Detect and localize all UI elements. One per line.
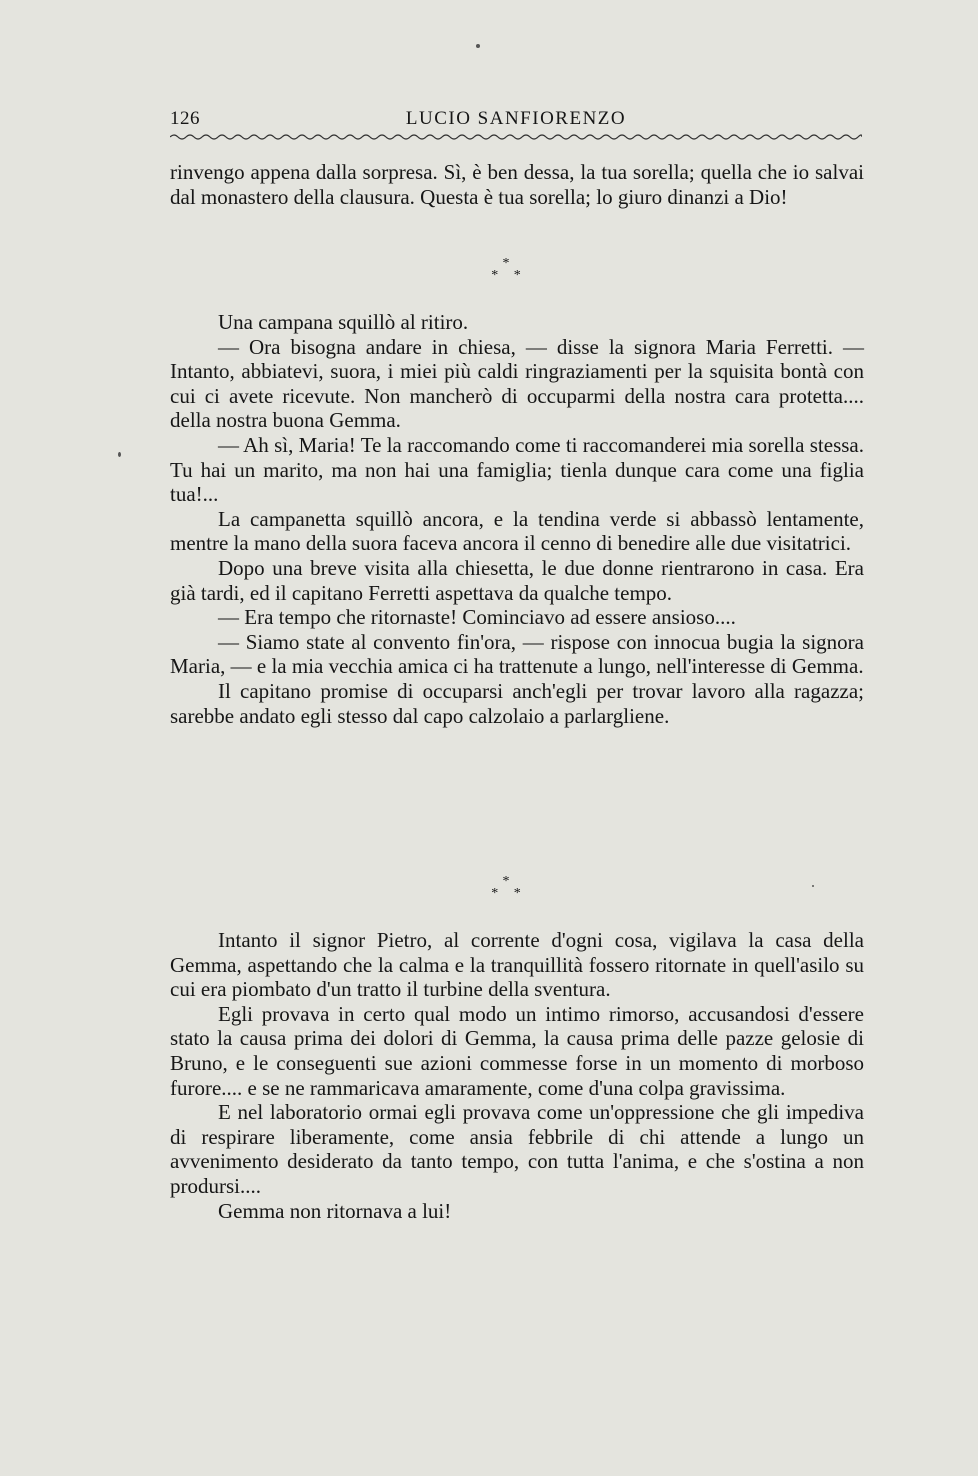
print-speck bbox=[812, 885, 814, 887]
running-title: LUCIO SANFIORENZO bbox=[405, 108, 627, 129]
asterism-top: * bbox=[502, 874, 510, 889]
paragraph: — Siamo state al convento fin'ora, — rispose con innocua bugia la signora Maria, — e la mia vecchia amica ci ha trattenute a lungo, nell'interesse di Gemma. bbox=[170, 629, 864, 679]
paragraph: — Ora bisogna andare in chiesa, — disse la signora Maria Ferretti. — Intanto, abbiatevi, suora, i miei più caldi ringraziamenti per la squisita bontà con cui ci avete ricevute. Non mancherò di occuparmi della nostra cara protetta.... della nostra buona Gemma. bbox=[170, 334, 864, 433]
section-break-asterism bbox=[484, 876, 528, 912]
asterism-bottom: * * bbox=[491, 268, 527, 283]
section-break-asterism bbox=[484, 258, 528, 294]
paragraph: rinvengo appena dalla sorpresa. Sì, è ben dessa, la tua sorella; quella che io salvai dal monastero della clausura. Questa è tua sorella; lo giuro dinanzi a Dio! bbox=[170, 160, 864, 209]
text-block-pietro bbox=[170, 928, 864, 1223]
asterism-bottom: * * bbox=[491, 886, 527, 901]
paragraph: Gemma non ritornava a lui! bbox=[218, 1198, 452, 1223]
paragraph: Intanto il signor Pietro, al corrente d'ogni cosa, vigilava la casa della Gemma, aspettando che la calma e la tranquillità fossero ritornate in quell'asilo su cui era piombato d'un tratto il turbine della sventura. bbox=[170, 928, 864, 1002]
page-number: 126 bbox=[170, 108, 200, 129]
paragraph: Una campana squillò al ritiro. bbox=[218, 310, 469, 334]
paragraph: — Ah sì, Maria! Te la raccomando come ti raccomanderei mia sorella stessa. Tu hai un marito, ma non hai una famiglia; tienla dunque cara come una figlia tua!... bbox=[170, 432, 864, 507]
paragraph: E nel laboratorio ormai egli provava come un'oppressione che gli impediva di respirare liberamente, come ansia febbrile di chi attende a lungo un avvenimento desiderato da tanto tempo, con tutta l'anima, e che s'ostina a non prodursi.... bbox=[170, 1100, 864, 1198]
paragraph: La campanetta squillò ancora, e la tendina verde si abbassò lentamente, mentre la mano della suora faceva ancora il cenno di benedire alle due visitatrici. bbox=[170, 506, 864, 556]
paragraph: Il capitano promise di occuparsi anch'egli per trovar lavoro alla ragazza; sarebbe andato egli stesso dal capo calzolaio a parlargliene. bbox=[170, 678, 864, 728]
print-speck bbox=[476, 44, 480, 48]
paragraph: Egli provava in certo qual modo un intimo rimorso, accusandosi d'essere stato la causa prima dei dolori di Gemma, la causa prima delle pazze gelosie di Bruno, e le conseguenti sue azioni commesse forse in un momento di morboso furore.... e se ne rammaricava amaramente, come d'una colpa gravissima. bbox=[170, 1001, 864, 1100]
header-wavy-rule bbox=[170, 133, 862, 141]
paragraph: — Era tempo che ritornaste! Cominciavo ad essere ansioso.... bbox=[218, 605, 736, 630]
text-block-opening bbox=[170, 160, 864, 209]
text-block-convent bbox=[170, 310, 864, 728]
asterism-top: * bbox=[502, 256, 510, 271]
paragraph: Dopo una breve visita alla chiesetta, le due donne rientrarono in casa. Era già tardi, ed il capitano Ferretti aspettava da qualche tempo. bbox=[170, 555, 864, 605]
print-speck bbox=[118, 452, 121, 457]
